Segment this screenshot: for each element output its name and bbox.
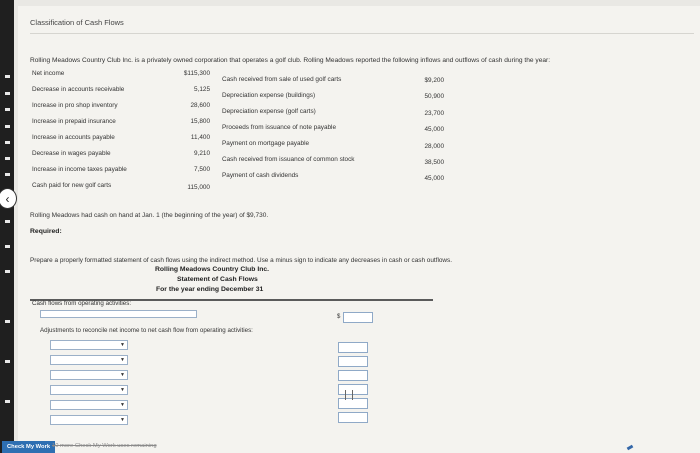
adjustment-dropdown[interactable]: [50, 385, 128, 395]
toolbar-mark: [5, 75, 10, 78]
left-item-value: 28,600: [190, 102, 210, 109]
chevron-down-icon: ▼: [120, 417, 125, 423]
left-item-value: 115,000: [187, 184, 210, 191]
left-item-value: 11,400: [190, 134, 210, 141]
adjustment-amount-input[interactable]: [338, 356, 368, 367]
title-divider: [30, 33, 694, 34]
net-income-amount-input[interactable]: [343, 312, 373, 323]
left-item-value: 7,500: [194, 166, 210, 173]
left-item-label: Decrease in wages payable: [32, 150, 111, 157]
right-item-label: Depreciation expense (golf carts): [222, 108, 316, 115]
right-item-value: 23,700: [424, 110, 444, 117]
toolbar-mark: [5, 220, 10, 223]
chevron-down-icon: ▼: [120, 387, 125, 393]
toolbar-mark: [5, 245, 10, 248]
right-item-value: 45,000: [424, 175, 444, 182]
left-item-label: Cash paid for new golf carts: [32, 182, 112, 189]
left-item-value: 9,210: [194, 150, 210, 157]
left-item-label: Increase in prepaid insurance: [32, 118, 116, 125]
adjustment-amount-input[interactable]: [338, 398, 368, 409]
left-item-label: Decrease in accounts receivable: [32, 86, 125, 93]
toolbar-mark: [5, 270, 10, 273]
back-arrow-icon[interactable]: ‹: [0, 188, 17, 209]
left-item-value: $115,300: [183, 70, 210, 77]
right-item-value: 38,500: [424, 159, 444, 166]
toolbar-mark: [5, 92, 10, 95]
adjustment-amount-input[interactable]: [338, 412, 368, 423]
intro-text: Rolling Meadows Country Club Inc. is a privately owned corporation that operates a golf club. Rolling Meadows reported the following inflows and outflows of cash during the year:: [30, 57, 551, 64]
adjustment-dropdown[interactable]: [50, 415, 128, 425]
cash-on-hand-text: Rolling Meadows had cash on hand at Jan. 1 (the beginning of the year) of $9,730.: [30, 212, 269, 219]
statement-name: Statement of Cash Flows: [177, 276, 258, 283]
left-toolbar: [0, 0, 14, 453]
adjustment-amount-input[interactable]: [338, 342, 368, 353]
left-item-label: Increase in accounts payable: [32, 134, 115, 141]
net-income-label-input[interactable]: [40, 310, 197, 318]
toolbar-mark: [5, 108, 10, 111]
adjustment-amount-input[interactable]: [338, 384, 368, 395]
toolbar-mark: [5, 400, 10, 403]
left-item-label: Net income: [32, 70, 65, 77]
toolbar-mark: [5, 173, 10, 176]
right-item-value: 50,900: [424, 93, 444, 100]
statement-company: Rolling Meadows Country Club Inc.: [155, 266, 270, 273]
adjustment-dropdown[interactable]: [50, 400, 128, 410]
right-item-label: Payment of cash dividends: [222, 172, 299, 179]
operating-section-label: Cash flows from operating activities:: [32, 300, 132, 307]
right-item-label: Cash received from issuance of common stock: [222, 156, 355, 163]
toolbar-mark: [5, 125, 10, 128]
dollar-sign: $: [337, 314, 341, 320]
left-item-value: 5,125: [194, 86, 210, 93]
chevron-down-icon: ▼: [120, 372, 125, 378]
adjustment-dropdown[interactable]: [50, 355, 128, 365]
chevron-down-icon: ▼: [120, 342, 125, 348]
adjustments-label: Adjustments to reconcile net income to net cash flow from operating activities:: [40, 327, 253, 334]
chevron-down-icon: ▼: [120, 357, 125, 363]
required-heading: Required:: [30, 228, 62, 235]
left-item-label: Increase in pro shop inventory: [32, 102, 118, 109]
right-item-label: Proceeds from issuance of note payable: [222, 124, 337, 131]
right-item-value: $9,200: [424, 77, 444, 84]
adjustment-amount-input[interactable]: [338, 370, 368, 381]
attempts-remaining-text: 10 more Check My Work uses remaining: [52, 443, 157, 449]
toolbar-mark: [5, 157, 10, 160]
right-item-value: 45,000: [424, 126, 444, 133]
right-item-label: Payment on mortgage payable: [222, 140, 310, 147]
problem-page: [18, 6, 700, 453]
text-cursor-icon: [345, 390, 353, 400]
statement-period: For the year ending December 31: [156, 286, 264, 293]
toolbar-mark: [5, 141, 10, 144]
left-item-value: 15,800: [190, 118, 210, 125]
adjustment-dropdown[interactable]: [50, 340, 128, 350]
toolbar-mark: [5, 360, 10, 363]
left-item-label: Increase in income taxes payable: [32, 166, 127, 173]
toolbar-mark: [5, 320, 10, 323]
adjustment-dropdown[interactable]: [50, 370, 128, 380]
chevron-down-icon: ▼: [120, 402, 125, 408]
right-item-label: Cash received from sale of used golf carts: [222, 76, 342, 83]
right-item-value: 28,000: [424, 143, 444, 150]
page-title: Classification of Cash Flows: [30, 18, 124, 27]
instructions-text: Prepare a properly formatted statement of cash flows using the indirect method. Use a minus sign to indicate any decreases in cash or cash outflows.: [30, 257, 452, 264]
check-my-work-button[interactable]: Check My Work: [2, 441, 55, 453]
right-item-label: Depreciation expense (buildings): [222, 92, 316, 99]
